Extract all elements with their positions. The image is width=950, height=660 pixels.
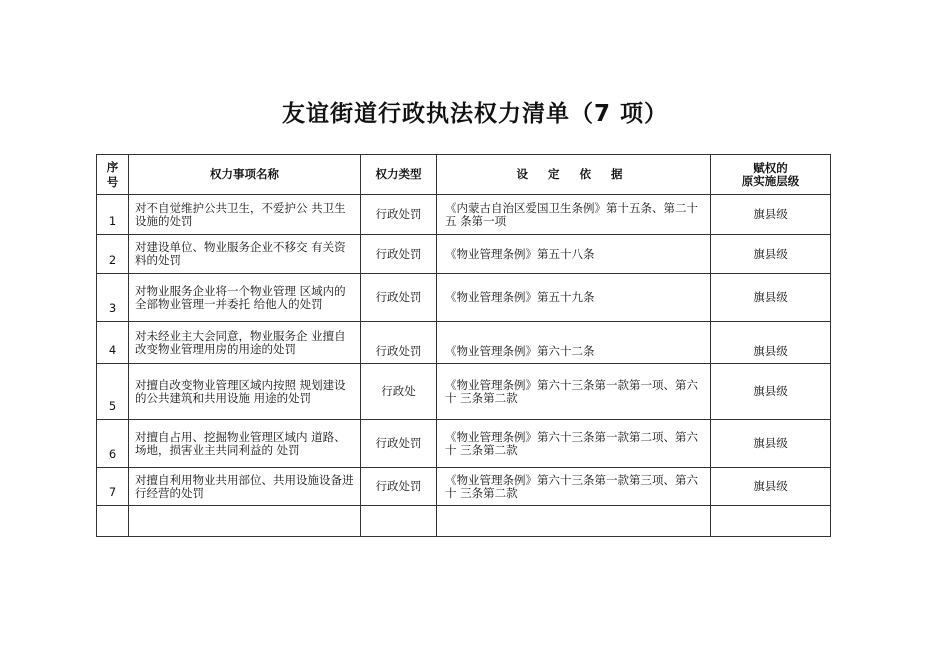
header-no-line1: 序 (106, 159, 119, 174)
row-type: 行政处罚 (361, 195, 437, 235)
table-row (97, 195, 831, 235)
row-name: 对擅自占用、挖掘物业管理区域内 道路、场地，损害业主共同利益的 处罚 (129, 420, 361, 468)
header-level-line1: 赋权的 (753, 160, 788, 175)
table-row (97, 274, 831, 322)
table-row-empty (97, 506, 831, 537)
row-name: 对建设单位、物业服务企业不移交 有关资料的处罚 (129, 235, 361, 274)
empty-cell (361, 506, 437, 537)
row-name: 对未经业主大会同意，物业服务企 业擅自改变物业管理用房的用途的处罚 (129, 322, 361, 364)
header-type: 权力类型 (361, 155, 437, 195)
empty-cell (437, 506, 711, 537)
row-no: 4 (97, 322, 129, 364)
row-type: 行政处罚 (361, 420, 437, 468)
table-row (97, 322, 831, 364)
row-type: 行政处罚 (361, 468, 437, 506)
row-name: 对擅自利用物业共用部位、共用设施设备进行经营的处罚 (129, 468, 361, 506)
row-type: 行政处罚 (361, 274, 437, 322)
row-type: 行政处 (361, 364, 437, 420)
header-basis (437, 155, 711, 195)
row-basis: 《物业管理条例》第六十三条第一款第一项、第六十 三条第二款 (437, 364, 711, 420)
row-basis: 《内蒙古自治区爱国卫生条例》第十五条、第二十五 条第一项 (437, 195, 711, 235)
row-level: 旗县级 (711, 420, 831, 468)
row-no: 7 (97, 468, 129, 506)
table-header-row (97, 155, 831, 195)
row-name: 对物业服务企业将一个物业管理 区域内的全部物业管理一并委托 给他人的处罚 (129, 274, 361, 322)
empty-cell (97, 506, 129, 537)
row-level: 旗县级 (711, 274, 831, 322)
header-no-line2: 号 (106, 174, 119, 189)
row-type: 行政处罚 (361, 322, 437, 364)
table-row (97, 235, 831, 274)
header-name: 权力事项名称 (129, 155, 361, 195)
header-no (97, 155, 129, 195)
row-basis: 《物业管理条例》第六十二条 (437, 322, 711, 364)
row-name: 对擅自改变物业管理区域内按照 规划建设的公共建筑和共用设施 用途的处罚 (129, 364, 361, 420)
header-level-line2: 原实施层级 (741, 173, 800, 188)
table-row (97, 364, 831, 420)
row-level: 旗县级 (711, 195, 831, 235)
empty-cell (711, 506, 831, 537)
row-basis: 《物业管理条例》第六十三条第一款第二项、第六十 三条第二款 (437, 420, 711, 468)
row-no: 2 (97, 235, 129, 274)
row-level: 旗县级 (711, 322, 831, 364)
power-list-table (96, 154, 831, 537)
row-basis: 《物业管理条例》第五十八条 (437, 235, 711, 274)
row-no: 5 (97, 364, 129, 420)
row-level: 旗县级 (711, 235, 831, 274)
row-type: 行政处罚 (361, 235, 437, 274)
row-level: 旗县级 (711, 468, 831, 506)
document-title: 友谊街道行政执法权力清单（7 项） (281, 101, 668, 127)
row-no: 1 (97, 195, 129, 235)
header-basis-label: 设 定 依 据 (516, 167, 631, 181)
row-basis: 《物业管理条例》第六十三条第一款第三项、第六十 三条第二款 (437, 468, 711, 506)
row-no: 3 (97, 274, 129, 322)
row-basis: 《物业管理条例》第五十九条 (437, 274, 711, 322)
row-level: 旗县级 (711, 364, 831, 420)
header-level (711, 155, 831, 195)
row-no: 6 (97, 420, 129, 468)
table-row (97, 420, 831, 468)
empty-cell (129, 506, 361, 537)
table-row (97, 468, 831, 506)
row-name: 对不自觉维护公共卫生，不爱护公 共卫生设施的处罚 (129, 195, 361, 235)
